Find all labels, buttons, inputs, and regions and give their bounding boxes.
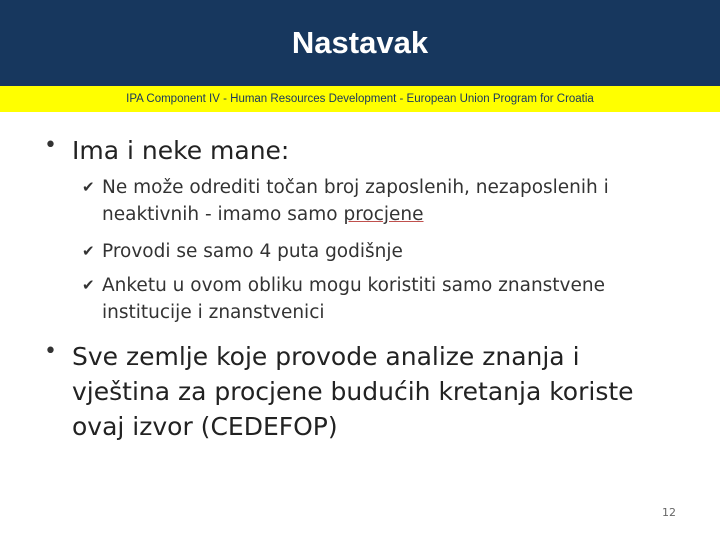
bullet-1 — [44, 133, 289, 168]
sub-bullet-1-line-2: neaktivnih - imamo samo — [102, 204, 344, 225]
sub-bullet-3 — [82, 272, 662, 326]
sub-bullet-2 — [82, 238, 662, 265]
bullet-2-line-3: ovaj izvor (CEDEFOP) — [72, 412, 338, 441]
checkmark-icon: ✔ — [82, 276, 95, 294]
sub-bullet-1 — [82, 174, 662, 228]
bullet-dot-icon: • — [44, 339, 57, 364]
page-number: 12 — [662, 506, 676, 519]
sub-bullet-3-line-1: Anketu u ovom obliku mogu koristiti samo znanstvene — [102, 275, 605, 296]
bullet-2 — [44, 339, 634, 444]
sub-bullet-3-line-2: institucije i znanstvenici — [102, 302, 325, 323]
bullet-2-line-1: Sve zemlje koje provode analize znanja i — [72, 342, 580, 371]
sub-bullet-1-underlined: procjene — [343, 204, 424, 225]
slide-subtitle: IPA Component IV - Human Resources Development - European Union Program for Croatia — [126, 93, 594, 105]
bullet-1-text: Ima i neke mane: — [72, 136, 290, 165]
sub-bullet-1-line-1: Ne može odrediti točan broj zaposlenih, nezaposlenih i — [102, 177, 609, 198]
bullet-dot-icon: • — [44, 133, 57, 158]
checkmark-icon: ✔ — [82, 178, 95, 196]
bullet-2-line-2: vještina za procjene budućih kretanja koriste — [72, 377, 634, 406]
sub-bullet-2-text: Provodi se samo 4 puta godišnje — [102, 241, 403, 262]
slide-title: Nastavak — [291, 25, 429, 60]
checkmark-icon: ✔ — [82, 242, 95, 260]
